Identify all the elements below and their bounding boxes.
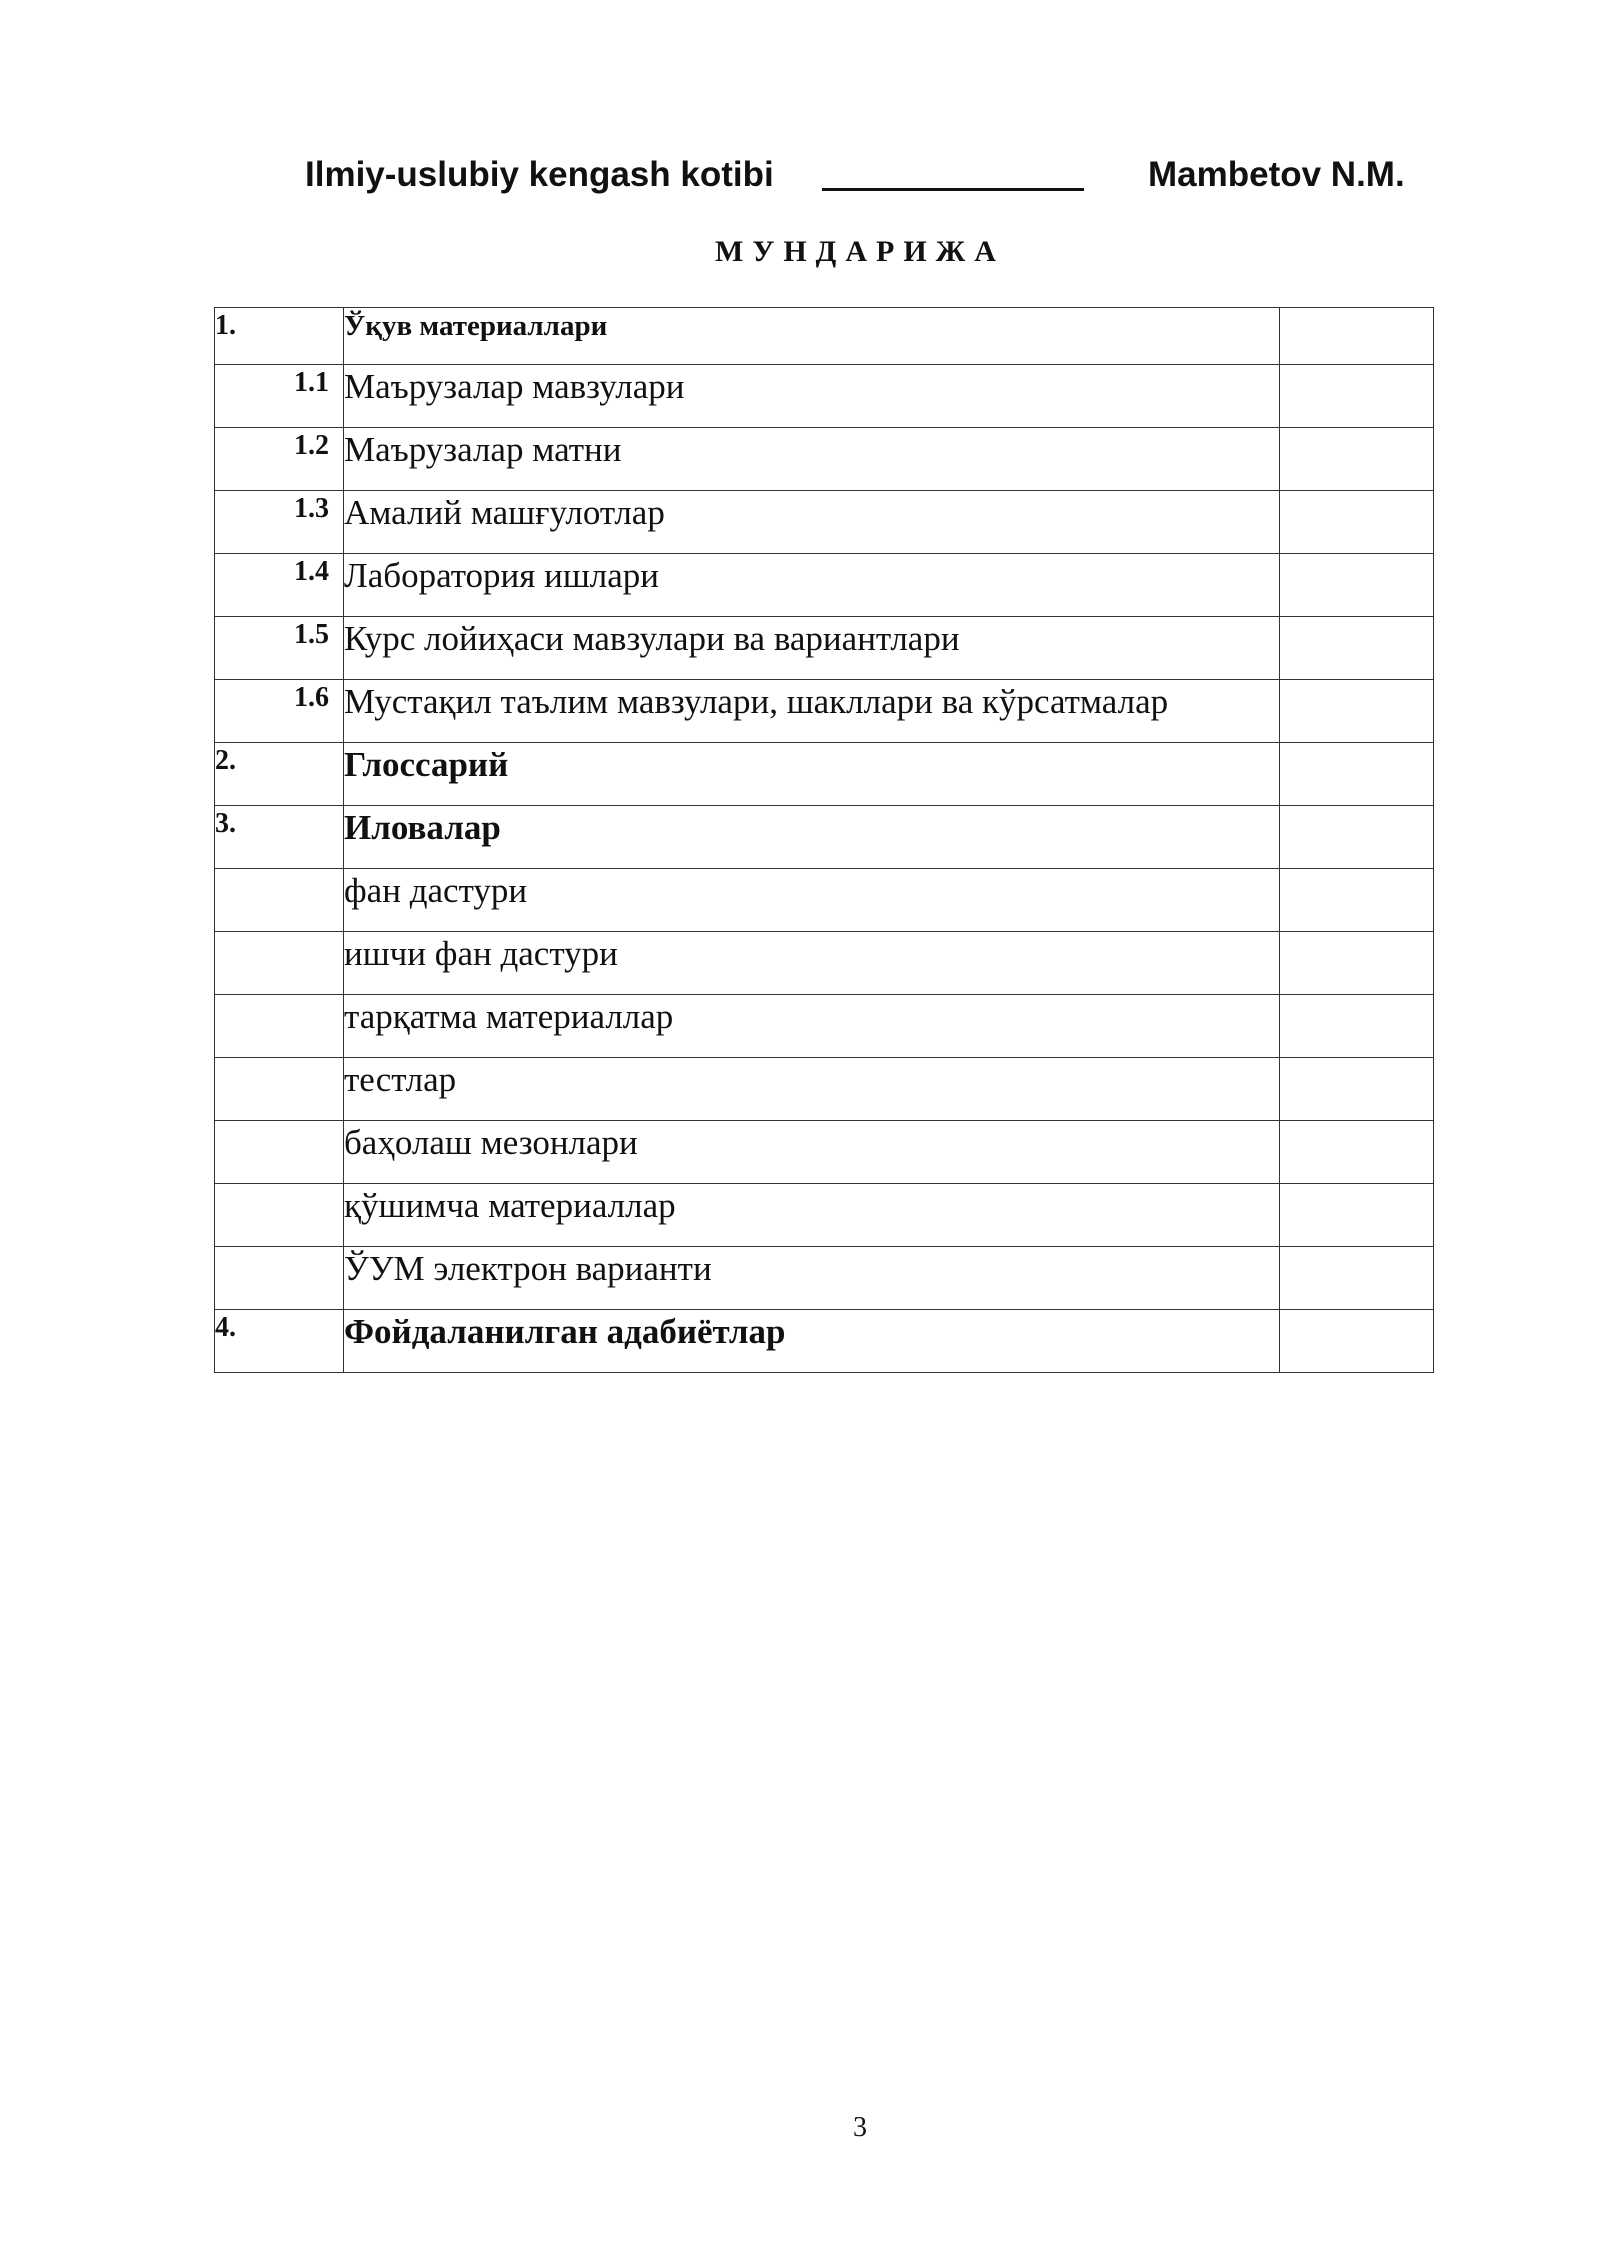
row-page	[1280, 428, 1434, 491]
row-page	[1280, 869, 1434, 932]
row-page	[1280, 365, 1434, 428]
header-position: Ilmiy-uslubiy kengash kotibi	[305, 155, 774, 194]
row-number: 1.5	[215, 617, 344, 680]
row-title: қўшимча материаллар	[344, 1184, 1280, 1247]
row-title: тарқатма материаллар	[344, 995, 1280, 1058]
table-row	[215, 806, 1434, 869]
row-page	[1280, 1247, 1434, 1310]
row-title: баҳолаш мезонлари	[344, 1121, 1280, 1184]
table-row	[215, 995, 1434, 1058]
signature-line	[822, 188, 1084, 191]
row-page	[1280, 932, 1434, 995]
row-title: Маърузалар мавзулари	[344, 365, 1280, 428]
table-row	[215, 1184, 1434, 1247]
row-number: 3.	[215, 806, 344, 869]
table-row	[215, 308, 1434, 365]
row-title: Ўқув материаллари	[344, 308, 1280, 365]
row-title: Лаборатория ишлари	[344, 554, 1280, 617]
signature-header	[0, 150, 1600, 200]
header-name: Mambetov N.M.	[1148, 155, 1405, 194]
row-page	[1280, 1058, 1434, 1121]
table-row	[215, 617, 1434, 680]
row-title: Амалий машғулотлар	[344, 491, 1280, 554]
row-number: 1.3	[215, 491, 344, 554]
row-title: ишчи фан дастури	[344, 932, 1280, 995]
row-title: Фойдаланилган адабиётлар	[344, 1310, 1280, 1373]
row-number: 2.	[215, 743, 344, 806]
row-page	[1280, 806, 1434, 869]
row-title: ЎУМ электрон варианти	[344, 1247, 1280, 1310]
table-row	[215, 491, 1434, 554]
table-row	[215, 932, 1434, 995]
row-number: 1.2	[215, 428, 344, 491]
row-number: 4.	[215, 1310, 344, 1373]
table-row	[215, 1121, 1434, 1184]
row-title: фан дастури	[344, 869, 1280, 932]
row-page	[1280, 743, 1434, 806]
table-row	[215, 1247, 1434, 1310]
row-number: 1.4	[215, 554, 344, 617]
row-number	[215, 1247, 344, 1310]
table-of-contents	[214, 307, 1434, 1373]
row-title: Курс лойиҳаси мавзулари ва вариантлари	[344, 617, 1280, 680]
row-page	[1280, 1310, 1434, 1373]
table-row	[215, 365, 1434, 428]
row-number	[215, 1184, 344, 1247]
row-number	[215, 1121, 344, 1184]
row-page	[1280, 554, 1434, 617]
row-title: тестлар	[344, 1058, 1280, 1121]
row-page	[1280, 491, 1434, 554]
row-title: Иловалар	[344, 806, 1280, 869]
table-row	[215, 680, 1434, 743]
table-row	[215, 1058, 1434, 1121]
table-row	[215, 743, 1434, 806]
row-page	[1280, 617, 1434, 680]
row-number	[215, 1058, 344, 1121]
row-number	[215, 995, 344, 1058]
page-number: 3	[853, 2112, 867, 2143]
row-number: 1.1	[215, 365, 344, 428]
table-row	[215, 1310, 1434, 1373]
row-page	[1280, 1184, 1434, 1247]
table-row	[215, 428, 1434, 491]
row-page	[1280, 308, 1434, 365]
row-number: 1.	[215, 308, 344, 365]
row-number	[215, 932, 344, 995]
row-title: Глоссарий	[344, 743, 1280, 806]
row-page	[1280, 1121, 1434, 1184]
table-row	[215, 554, 1434, 617]
row-title: Мустақил таълим мавзулари, шакллари ва кўрсатмалар	[344, 680, 1280, 743]
row-page	[1280, 995, 1434, 1058]
row-number	[215, 869, 344, 932]
document-title: МУНДАРИЖА	[715, 235, 1005, 268]
row-number: 1.6	[215, 680, 344, 743]
row-title: Маърузалар матни	[344, 428, 1280, 491]
table-row	[215, 869, 1434, 932]
row-page	[1280, 680, 1434, 743]
